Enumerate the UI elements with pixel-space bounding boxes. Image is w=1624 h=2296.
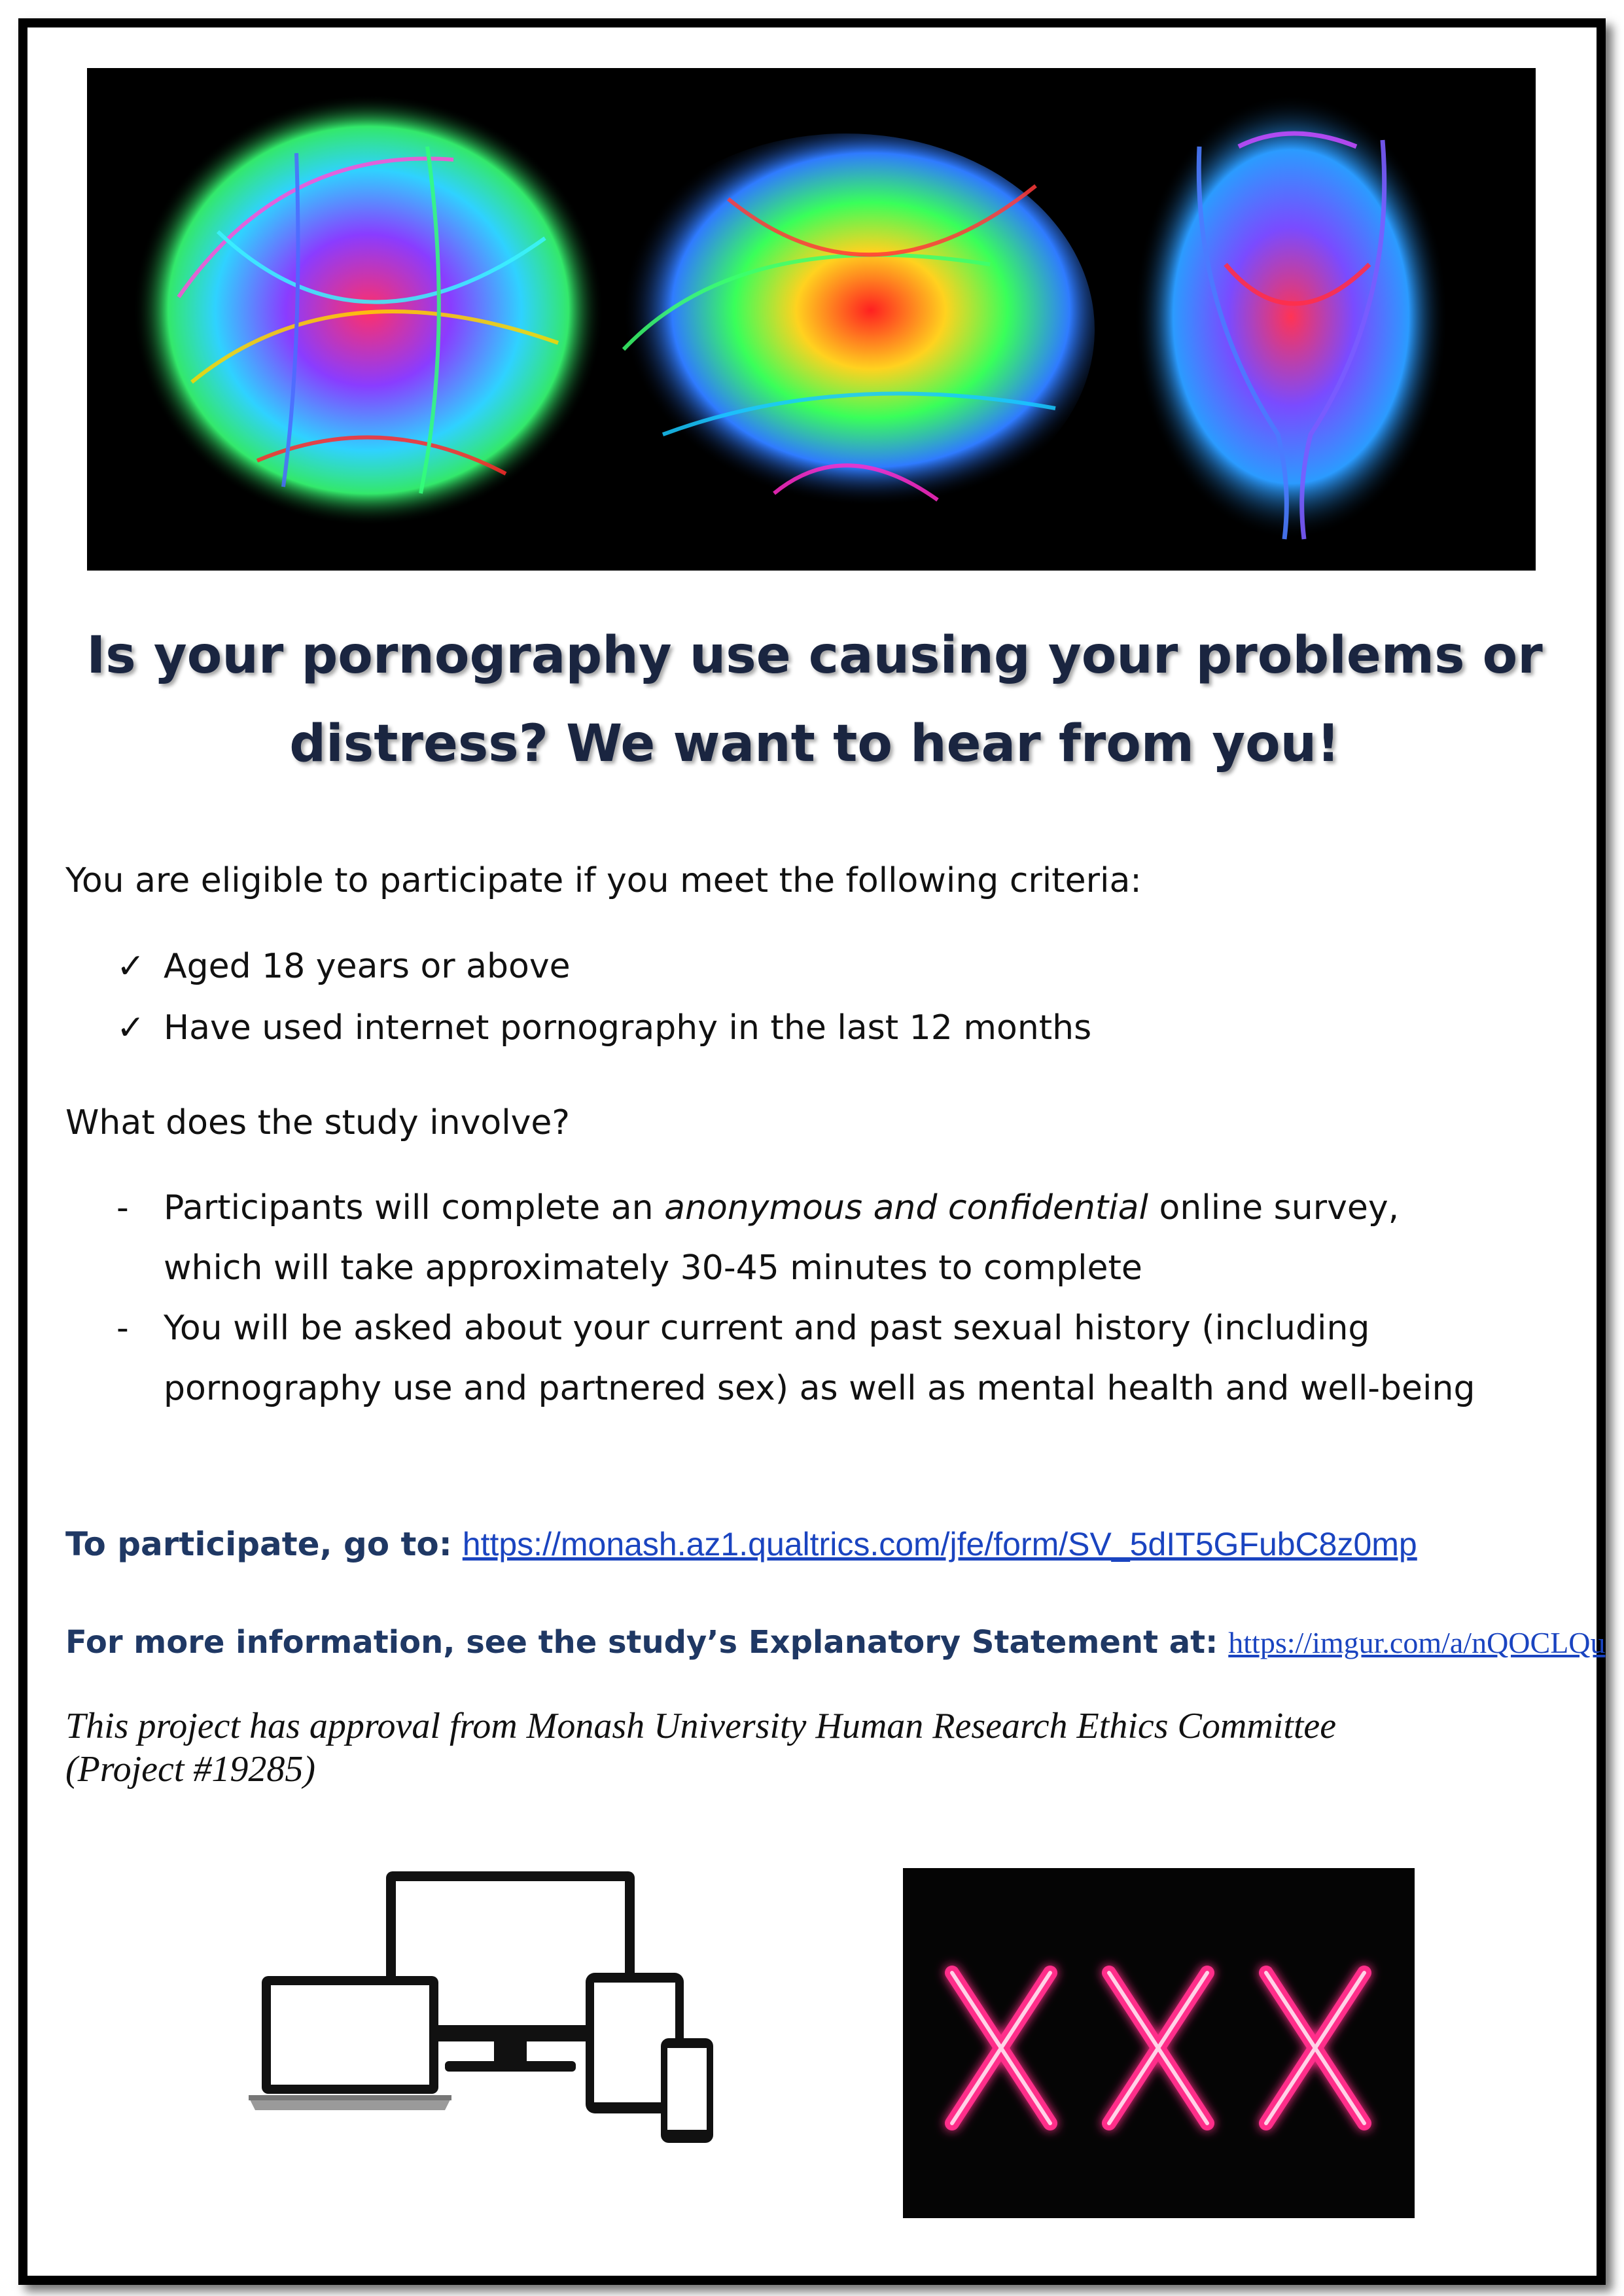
headline-line-1: Is your pornography use causing your problems or: [86, 626, 1543, 685]
ethics-approval: [65, 1704, 1505, 1791]
eligibility-intro: You are eligible to participate if you meet the following criteria:: [65, 861, 1142, 900]
survey-link[interactable]: https://monash.az1.qualtrics.com/jfe/form/SV_5dIT5GFubC8z0mp: [462, 1526, 1417, 1563]
ethics-line-2: (Project #19285): [65, 1749, 316, 1790]
study-intro: What does the study involve?: [65, 1103, 571, 1142]
checkmark-icon: ✓: [116, 1008, 145, 1048]
list-item: [116, 1298, 1556, 1419]
dash-bullet: -: [116, 1309, 129, 1348]
study-item-line-1: You will be asked about your current and past sexual history (including: [164, 1309, 1370, 1348]
study-item-text: [164, 1178, 1399, 1298]
more-info-line: [65, 1616, 1606, 1669]
more-info-label: For more information, see the study’s Explanatory Statement at:: [65, 1624, 1218, 1661]
devices-icon: [249, 1865, 726, 2166]
list-item: [116, 997, 1091, 1059]
headline: [65, 612, 1564, 788]
study-involvement-list: [116, 1178, 1556, 1419]
study-item-text-start: Participants will complete an: [164, 1188, 665, 1227]
explanatory-statement-link[interactable]: https://imgur.com/a/nQOCLQu: [1228, 1626, 1606, 1659]
criterion-text: Have used internet pornography in the last 12 months: [164, 1008, 1092, 1048]
study-item-text: [164, 1298, 1475, 1419]
list-item: [116, 936, 1091, 997]
dash-bullet: -: [116, 1188, 129, 1227]
ethics-line-1: This project has approval from Monash University Human Research Ethics Committee: [65, 1706, 1337, 1746]
eligibility-criteria-list: [116, 936, 1091, 1059]
list-item: [116, 1178, 1556, 1298]
criterion-text: Aged 18 years or above: [164, 947, 571, 986]
study-item-continuation: which will take approximately 30-45 minutes to complete: [164, 1248, 1142, 1288]
study-item-text-end: online survey,: [1148, 1188, 1400, 1227]
neon-xxx-sign: [903, 1868, 1415, 2218]
brain-tractography-images: [87, 68, 1536, 571]
headline-line-2: distress? We want to hear from you!: [289, 715, 1340, 773]
study-item-emphasis: anonymous and confidential: [664, 1188, 1148, 1227]
participate-line: [65, 1518, 1417, 1570]
study-item-line-2: pornography use and partnered sex) as well as mental health and well-being: [164, 1369, 1475, 1408]
checkmark-icon: ✓: [116, 947, 145, 986]
participate-label: To participate, go to:: [65, 1525, 452, 1563]
